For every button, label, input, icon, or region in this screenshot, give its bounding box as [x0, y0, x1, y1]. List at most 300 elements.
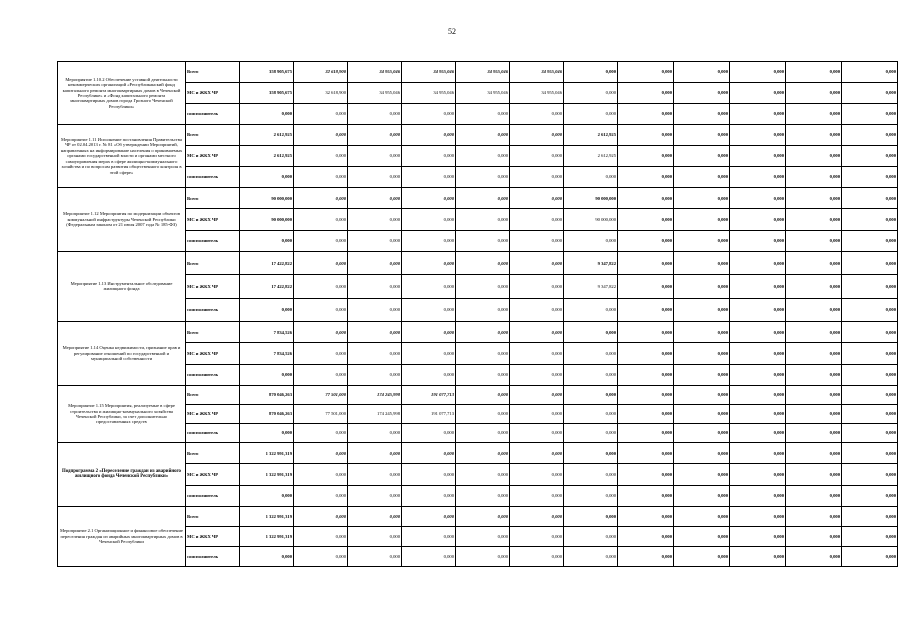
- year-amount-cell: 0,000: [618, 83, 674, 104]
- year-amount-cell: 0,000: [456, 188, 510, 209]
- year-amount-cell: 0,000: [402, 526, 456, 546]
- year-amount-cell: 0,000: [618, 546, 674, 566]
- year-amount-cell: 0,000: [730, 464, 786, 485]
- year-amount-cell: 0,000: [510, 526, 564, 546]
- year-amount-cell: 0,000: [510, 321, 564, 342]
- year-amount-cell: 0,000: [618, 343, 674, 364]
- year-amount-cell: 0,000: [730, 275, 786, 298]
- funding-source-cell: МС и ЖКХ ЧР: [186, 343, 240, 364]
- year-amount-cell: 0,000: [564, 230, 618, 251]
- year-amount-cell: 0,000: [564, 385, 618, 404]
- year-amount-cell: 0,000: [674, 125, 730, 146]
- year-amount-cell: 0,000: [456, 298, 510, 321]
- year-amount-cell: 90 000,000: [564, 188, 618, 209]
- year-amount-cell: 0,000: [402, 104, 456, 125]
- year-amount-cell: 0,000: [674, 506, 730, 526]
- year-amount-cell: 34 955,046: [348, 62, 402, 83]
- year-amount-cell: 0,000: [510, 343, 564, 364]
- year-amount-cell: 0,000: [510, 275, 564, 298]
- year-amount-cell: 0,000: [674, 251, 730, 274]
- year-amount-cell: 0,000: [786, 404, 842, 423]
- year-amount-cell: 0,000: [786, 385, 842, 404]
- total-amount-cell: 7 834,526: [240, 343, 294, 364]
- table-row: [58, 251, 898, 274]
- year-amount-cell: 0,000: [510, 442, 564, 463]
- year-amount-cell: 0,000: [786, 188, 842, 209]
- year-amount-cell: 0,000: [618, 104, 674, 125]
- year-amount-cell: 0,000: [402, 464, 456, 485]
- year-amount-cell: 34 955,046: [510, 83, 564, 104]
- year-amount-cell: 0,000: [674, 230, 730, 251]
- year-amount-cell: 0,000: [510, 104, 564, 125]
- activity-name-cell: Мероприятие 1.14 Оценка недвижимости, признание прав и регулирование отношений по государственной и муниципальной собственности: [58, 321, 186, 385]
- year-amount-cell: 0,000: [674, 442, 730, 463]
- year-amount-cell: 0,000: [730, 364, 786, 385]
- year-amount-cell: 0,000: [842, 343, 898, 364]
- year-amount-cell: 0,000: [674, 104, 730, 125]
- year-amount-cell: 0,000: [842, 146, 898, 167]
- year-amount-cell: 0,000: [564, 485, 618, 506]
- funding-source-cell: Всего: [186, 188, 240, 209]
- total-amount-cell: 90 000,000: [240, 209, 294, 230]
- year-amount-cell: 0,000: [564, 526, 618, 546]
- activity-name-cell: Мероприятие 2.1 Организационное и финансовое обеспечение переселения граждан из аварийных многоквартирных домов в Чеченской Республики: [58, 506, 186, 566]
- funding-source-cell: Всего: [186, 251, 240, 274]
- year-amount-cell: 0,000: [618, 506, 674, 526]
- year-amount-cell: 0,000: [618, 146, 674, 167]
- year-amount-cell: 0,000: [564, 167, 618, 188]
- year-amount-cell: 0,000: [618, 464, 674, 485]
- year-amount-cell: 0,000: [456, 230, 510, 251]
- year-amount-cell: 0,000: [510, 167, 564, 188]
- year-amount-cell: 0,000: [402, 423, 456, 442]
- year-amount-cell: 0,000: [618, 385, 674, 404]
- year-amount-cell: 0,000: [730, 321, 786, 342]
- year-amount-cell: 0,000: [564, 442, 618, 463]
- year-amount-cell: 0,000: [786, 62, 842, 83]
- year-amount-cell: 0,000: [348, 364, 402, 385]
- year-amount-cell: 0,000: [402, 506, 456, 526]
- year-amount-cell: 0,000: [618, 209, 674, 230]
- year-amount-cell: 0,000: [510, 423, 564, 442]
- year-amount-cell: 0,000: [456, 275, 510, 298]
- funding-source-cell: соисполнитель: [186, 167, 240, 188]
- year-amount-cell: 0,000: [786, 125, 842, 146]
- year-amount-cell: 0,000: [348, 230, 402, 251]
- year-amount-cell: 0,000: [674, 404, 730, 423]
- year-amount-cell: 32 618,900: [294, 83, 348, 104]
- funding-source-cell: Всего: [186, 442, 240, 463]
- year-amount-cell: 0,000: [842, 464, 898, 485]
- year-amount-cell: 0,000: [618, 423, 674, 442]
- year-amount-cell: 0,000: [510, 385, 564, 404]
- year-amount-cell: 0,000: [510, 506, 564, 526]
- year-amount-cell: 0,000: [456, 209, 510, 230]
- year-amount-cell: 0,000: [402, 343, 456, 364]
- year-amount-cell: 0,000: [674, 209, 730, 230]
- year-amount-cell: 0,000: [674, 526, 730, 546]
- funding-source-cell: соисполнитель: [186, 298, 240, 321]
- year-amount-cell: 0,000: [730, 188, 786, 209]
- total-amount-cell: 1 322 991,319: [240, 526, 294, 546]
- year-amount-cell: 0,000: [842, 526, 898, 546]
- year-amount-cell: 0,000: [348, 442, 402, 463]
- year-amount-cell: 0,000: [730, 83, 786, 104]
- year-amount-cell: 0,000: [786, 275, 842, 298]
- year-amount-cell: 32 618,900: [294, 62, 348, 83]
- year-amount-cell: 0,000: [564, 404, 618, 423]
- year-amount-cell: 0,000: [674, 385, 730, 404]
- year-amount-cell: 0,000: [294, 343, 348, 364]
- funding-source-cell: МС и ЖКХ ЧР: [186, 464, 240, 485]
- year-amount-cell: 0,000: [674, 343, 730, 364]
- year-amount-cell: 0,000: [730, 506, 786, 526]
- funding-source-cell: соисполнитель: [186, 230, 240, 251]
- year-amount-cell: 0,000: [674, 167, 730, 188]
- year-amount-cell: 0,000: [786, 251, 842, 274]
- year-amount-cell: 0,000: [510, 125, 564, 146]
- funding-source-cell: МС и ЖКХ ЧР: [186, 146, 240, 167]
- table-row: [58, 442, 898, 463]
- year-amount-cell: 0,000: [348, 251, 402, 274]
- year-amount-cell: 0,000: [842, 125, 898, 146]
- year-amount-cell: 0,000: [456, 526, 510, 546]
- year-amount-cell: 0,000: [842, 83, 898, 104]
- year-amount-cell: 0,000: [618, 298, 674, 321]
- year-amount-cell: 0,000: [456, 146, 510, 167]
- year-amount-cell: 0,000: [842, 321, 898, 342]
- year-amount-cell: 0,000: [842, 364, 898, 385]
- year-amount-cell: 0,000: [294, 104, 348, 125]
- year-amount-cell: 0,000: [618, 188, 674, 209]
- year-amount-cell: 0,000: [348, 343, 402, 364]
- year-amount-cell: 0,000: [510, 188, 564, 209]
- year-amount-cell: 0,000: [294, 230, 348, 251]
- year-amount-cell: 0,000: [402, 230, 456, 251]
- funding-source-cell: МС и ЖКХ ЧР: [186, 275, 240, 298]
- year-amount-cell: 0,000: [730, 209, 786, 230]
- year-amount-cell: 0,000: [842, 485, 898, 506]
- funding-source-cell: соисполнитель: [186, 546, 240, 566]
- year-amount-cell: 0,000: [730, 385, 786, 404]
- funding-source-cell: Всего: [186, 506, 240, 526]
- total-amount-cell: 0,000: [240, 230, 294, 251]
- year-amount-cell: 0,000: [842, 298, 898, 321]
- year-amount-cell: 0,000: [564, 464, 618, 485]
- year-amount-cell: 34 955,046: [510, 62, 564, 83]
- year-amount-cell: 0,000: [618, 125, 674, 146]
- year-amount-cell: 0,000: [402, 546, 456, 566]
- year-amount-cell: 0,000: [842, 251, 898, 274]
- year-amount-cell: 0,000: [294, 298, 348, 321]
- year-amount-cell: 0,000: [618, 526, 674, 546]
- total-amount-cell: 0,000: [240, 364, 294, 385]
- total-amount-cell: 2 612,925: [240, 125, 294, 146]
- year-amount-cell: 0,000: [402, 321, 456, 342]
- year-amount-cell: 0,000: [510, 230, 564, 251]
- activity-name-cell: Мероприятие 1.12 Мероприятия по модернизации объектов коммунальной инфраструктуры Чеченской Республики (Федеральным законом от 21 июля 2007 года № 185-ФЗ): [58, 188, 186, 252]
- total-amount-cell: 0,000: [240, 423, 294, 442]
- year-amount-cell: 0,000: [842, 275, 898, 298]
- year-amount-cell: 0,000: [402, 167, 456, 188]
- year-amount-cell: 0,000: [510, 364, 564, 385]
- activity-name-cell: Мероприятие 1.15 Мероприятия, реализуемые в сфере строительства и жилищно-коммунального хозяйства Чеченской Республики, за счет дополнительно предоставленных средств: [58, 385, 186, 442]
- year-amount-cell: 0,000: [456, 385, 510, 404]
- total-amount-cell: 0,000: [240, 104, 294, 125]
- year-amount-cell: 0,000: [730, 251, 786, 274]
- total-amount-cell: 870 046,263: [240, 385, 294, 404]
- year-amount-cell: 0,000: [402, 275, 456, 298]
- table-row: [58, 321, 898, 342]
- year-amount-cell: 0,000: [730, 546, 786, 566]
- year-amount-cell: 0,000: [348, 298, 402, 321]
- year-amount-cell: 0,000: [564, 343, 618, 364]
- year-amount-cell: 0,000: [402, 146, 456, 167]
- year-amount-cell: 0,000: [786, 343, 842, 364]
- year-amount-cell: 0,000: [564, 62, 618, 83]
- year-amount-cell: 0,000: [456, 343, 510, 364]
- year-amount-cell: 9 347,822: [564, 251, 618, 274]
- year-amount-cell: 0,000: [730, 485, 786, 506]
- year-amount-cell: 0,000: [730, 62, 786, 83]
- table-row: [58, 506, 898, 526]
- year-amount-cell: 90 000,000: [564, 209, 618, 230]
- year-amount-cell: 0,000: [674, 321, 730, 342]
- year-amount-cell: 0,000: [456, 321, 510, 342]
- page-number: 52: [448, 27, 456, 36]
- total-amount-cell: 0,000: [240, 298, 294, 321]
- year-amount-cell: 0,000: [786, 423, 842, 442]
- funding-source-cell: МС и ЖКХ ЧР: [186, 526, 240, 546]
- year-amount-cell: 0,000: [842, 442, 898, 463]
- funding-source-cell: МС и ЖКХ ЧР: [186, 83, 240, 104]
- table-row: [58, 125, 898, 146]
- year-amount-cell: 0,000: [730, 230, 786, 251]
- year-amount-cell: 174 245,998: [348, 385, 402, 404]
- year-amount-cell: 0,000: [402, 298, 456, 321]
- year-amount-cell: 0,000: [618, 167, 674, 188]
- year-amount-cell: 0,000: [786, 364, 842, 385]
- year-amount-cell: 0,000: [510, 251, 564, 274]
- funding-source-cell: соисполнитель: [186, 104, 240, 125]
- year-amount-cell: 0,000: [618, 485, 674, 506]
- year-amount-cell: 0,000: [456, 125, 510, 146]
- year-amount-cell: 191 077,713: [402, 404, 456, 423]
- year-amount-cell: 0,000: [730, 404, 786, 423]
- year-amount-cell: 0,000: [348, 464, 402, 485]
- year-amount-cell: 0,000: [348, 423, 402, 442]
- year-amount-cell: 0,000: [674, 188, 730, 209]
- year-amount-cell: 0,000: [786, 546, 842, 566]
- total-amount-cell: 7 834,526: [240, 321, 294, 342]
- funding-source-cell: соисполнитель: [186, 423, 240, 442]
- table-row: [58, 385, 898, 404]
- funding-source-cell: Всего: [186, 321, 240, 342]
- year-amount-cell: 0,000: [674, 546, 730, 566]
- year-amount-cell: 0,000: [674, 62, 730, 83]
- year-amount-cell: 0,000: [674, 275, 730, 298]
- year-amount-cell: 0,000: [564, 83, 618, 104]
- activity-name-cell: Подпрограмма 2 «Переселение граждан из аварийного жилищного фонда Чеченской Республики»: [58, 442, 186, 506]
- year-amount-cell: 0,000: [786, 485, 842, 506]
- year-amount-cell: 0,000: [456, 404, 510, 423]
- year-amount-cell: 0,000: [674, 83, 730, 104]
- year-amount-cell: 0,000: [348, 209, 402, 230]
- year-amount-cell: 0,000: [842, 188, 898, 209]
- year-amount-cell: 0,000: [348, 167, 402, 188]
- year-amount-cell: 0,000: [510, 209, 564, 230]
- total-amount-cell: 0,000: [240, 546, 294, 566]
- year-amount-cell: 0,000: [618, 275, 674, 298]
- year-amount-cell: 0,000: [294, 167, 348, 188]
- year-amount-cell: 0,000: [564, 546, 618, 566]
- year-amount-cell: 0,000: [730, 423, 786, 442]
- year-amount-cell: 0,000: [564, 423, 618, 442]
- year-amount-cell: 0,000: [786, 442, 842, 463]
- year-amount-cell: 0,000: [402, 485, 456, 506]
- year-amount-cell: 0,000: [294, 209, 348, 230]
- year-amount-cell: 0,000: [674, 464, 730, 485]
- funding-source-cell: Всего: [186, 385, 240, 404]
- year-amount-cell: 0,000: [564, 364, 618, 385]
- year-amount-cell: 0,000: [730, 298, 786, 321]
- year-amount-cell: 0,000: [510, 485, 564, 506]
- total-amount-cell: 0,000: [240, 485, 294, 506]
- total-amount-cell: 0,000: [240, 167, 294, 188]
- year-amount-cell: 0,000: [510, 146, 564, 167]
- year-amount-cell: 0,000: [294, 321, 348, 342]
- year-amount-cell: 0,000: [842, 385, 898, 404]
- funding-source-cell: МС и ЖКХ ЧР: [186, 404, 240, 423]
- total-amount-cell: 17 422,822: [240, 251, 294, 274]
- year-amount-cell: 0,000: [786, 146, 842, 167]
- year-amount-cell: 0,000: [564, 298, 618, 321]
- total-amount-cell: 358 905,675: [240, 83, 294, 104]
- year-amount-cell: 191 077,713: [402, 385, 456, 404]
- year-amount-cell: 0,000: [402, 125, 456, 146]
- year-amount-cell: 0,000: [348, 485, 402, 506]
- funding-source-cell: Всего: [186, 125, 240, 146]
- total-amount-cell: 870 046,263: [240, 404, 294, 423]
- year-amount-cell: 0,000: [294, 464, 348, 485]
- year-amount-cell: 0,000: [842, 167, 898, 188]
- year-amount-cell: 0,000: [294, 442, 348, 463]
- year-amount-cell: 0,000: [294, 526, 348, 546]
- year-amount-cell: 0,000: [674, 485, 730, 506]
- year-amount-cell: 0,000: [674, 364, 730, 385]
- year-amount-cell: 0,000: [618, 364, 674, 385]
- year-amount-cell: 0,000: [294, 125, 348, 146]
- year-amount-cell: 174 245,998: [348, 404, 402, 423]
- year-amount-cell: 0,000: [294, 506, 348, 526]
- year-amount-cell: 0,000: [348, 188, 402, 209]
- year-amount-cell: 0,000: [402, 188, 456, 209]
- year-amount-cell: 0,000: [348, 146, 402, 167]
- year-amount-cell: 0,000: [510, 298, 564, 321]
- funding-source-cell: Всего: [186, 62, 240, 83]
- year-amount-cell: 34 955,046: [402, 83, 456, 104]
- year-amount-cell: 0,000: [402, 209, 456, 230]
- year-amount-cell: 0,000: [786, 526, 842, 546]
- activity-name-cell: Мероприятие 1.10.2 Обеспечение уставной деятельности некоммерческих организаций «Республиканский фонд капитального ремонта многоквартирных домов в Чеченской Республике» и «Фонд капитального ремонта многоквартирных домов города Грозного Чеченской Республики»: [58, 62, 186, 125]
- year-amount-cell: 0,000: [730, 343, 786, 364]
- year-amount-cell: 0,000: [674, 423, 730, 442]
- year-amount-cell: 0,000: [348, 506, 402, 526]
- year-amount-cell: 0,000: [618, 230, 674, 251]
- year-amount-cell: 0,000: [348, 526, 402, 546]
- year-amount-cell: 0,000: [402, 442, 456, 463]
- year-amount-cell: 0,000: [730, 167, 786, 188]
- total-amount-cell: 17 422,822: [240, 275, 294, 298]
- year-amount-cell: 34 955,046: [348, 83, 402, 104]
- table-row: [58, 62, 898, 83]
- year-amount-cell: 0,000: [842, 423, 898, 442]
- year-amount-cell: 0,000: [674, 298, 730, 321]
- funding-source-cell: соисполнитель: [186, 364, 240, 385]
- year-amount-cell: 0,000: [564, 104, 618, 125]
- year-amount-cell: 0,000: [294, 188, 348, 209]
- year-amount-cell: 0,000: [842, 230, 898, 251]
- year-amount-cell: 0,000: [456, 485, 510, 506]
- year-amount-cell: 0,000: [510, 546, 564, 566]
- year-amount-cell: 0,000: [786, 230, 842, 251]
- year-amount-cell: 0,000: [348, 104, 402, 125]
- year-amount-cell: 0,000: [842, 404, 898, 423]
- activity-name-cell: Мероприятие 1.11 Исполнение постановления Правительства ЧР от 02.04.2013 г. № 81 «Об утверждении Мероприятий, направленных на информирование населения о принимаемых органами государственной власти и органами местного самоуправления мерах в сфере жилищно-коммунального хозяйства и по вопросам развития общественного контроля в этой сфере»: [58, 125, 186, 188]
- year-amount-cell: 0,000: [564, 321, 618, 342]
- year-amount-cell: 0,000: [730, 104, 786, 125]
- funding-source-cell: соисполнитель: [186, 485, 240, 506]
- year-amount-cell: 0,000: [294, 146, 348, 167]
- year-amount-cell: 0,000: [842, 506, 898, 526]
- year-amount-cell: 0,000: [786, 298, 842, 321]
- funding-source-cell: МС и ЖКХ ЧР: [186, 209, 240, 230]
- year-amount-cell: 0,000: [294, 423, 348, 442]
- year-amount-cell: 0,000: [456, 104, 510, 125]
- year-amount-cell: 0,000: [842, 62, 898, 83]
- year-amount-cell: 0,000: [842, 209, 898, 230]
- year-amount-cell: 0,000: [618, 442, 674, 463]
- table-row: [58, 188, 898, 209]
- year-amount-cell: 0,000: [786, 506, 842, 526]
- year-amount-cell: 0,000: [294, 546, 348, 566]
- budget-table: [57, 61, 898, 567]
- year-amount-cell: 0,000: [456, 167, 510, 188]
- year-amount-cell: 0,000: [730, 125, 786, 146]
- year-amount-cell: 0,000: [456, 506, 510, 526]
- year-amount-cell: 77 501,000: [294, 404, 348, 423]
- activity-name-cell: Мероприятие 1.13 Инструментальное обследование жилищного фонда: [58, 251, 186, 321]
- year-amount-cell: 0,000: [294, 251, 348, 274]
- year-amount-cell: 0,000: [402, 364, 456, 385]
- year-amount-cell: 0,000: [348, 125, 402, 146]
- year-amount-cell: 0,000: [842, 104, 898, 125]
- total-amount-cell: 1 322 991,319: [240, 506, 294, 526]
- year-amount-cell: 0,000: [564, 506, 618, 526]
- year-amount-cell: 0,000: [618, 251, 674, 274]
- year-amount-cell: 0,000: [786, 464, 842, 485]
- year-amount-cell: 9 347,822: [564, 275, 618, 298]
- year-amount-cell: 0,000: [294, 364, 348, 385]
- year-amount-cell: 0,000: [294, 485, 348, 506]
- total-amount-cell: 2 612,925: [240, 146, 294, 167]
- year-amount-cell: 0,000: [348, 321, 402, 342]
- total-amount-cell: 1 322 991,319: [240, 442, 294, 463]
- year-amount-cell: 0,000: [786, 83, 842, 104]
- year-amount-cell: 0,000: [730, 146, 786, 167]
- year-amount-cell: 0,000: [456, 442, 510, 463]
- year-amount-cell: 0,000: [786, 167, 842, 188]
